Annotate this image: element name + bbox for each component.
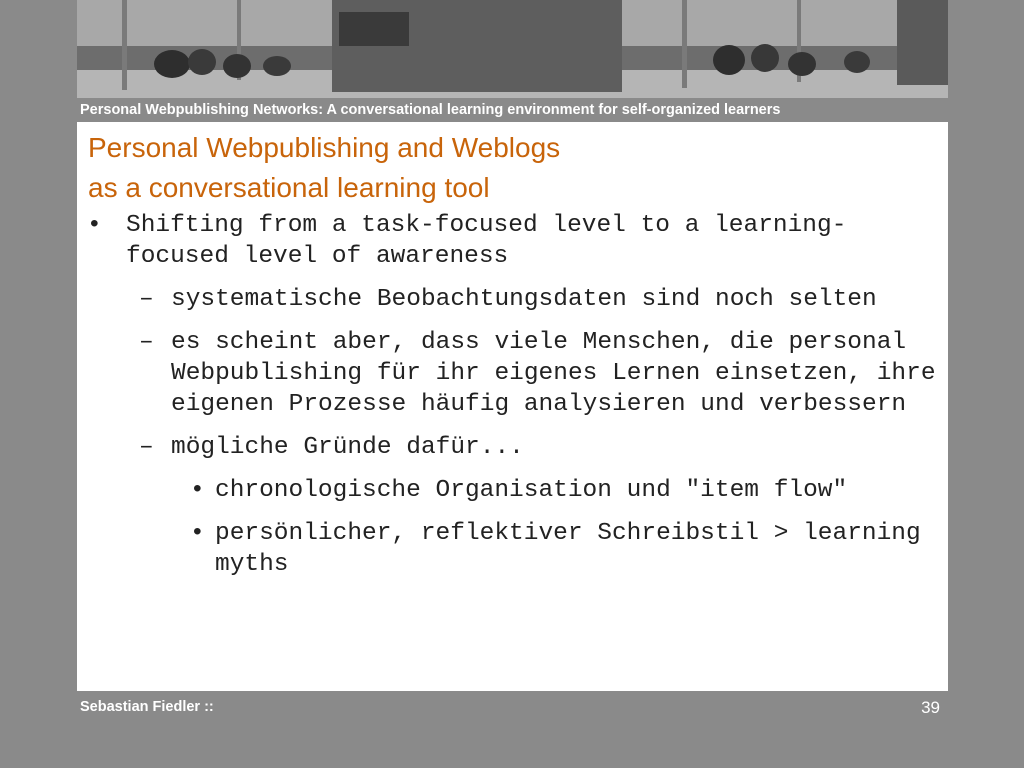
bullet-text: mögliche Gründe dafür... <box>171 434 524 461</box>
bullet-marker: • <box>190 477 205 504</box>
slide-title <box>88 128 560 208</box>
bullet-text: chronologische Organisation und "item flow" <box>215 477 848 504</box>
sub-bullet-item <box>77 327 948 420</box>
page-number: 39 <box>921 698 940 717</box>
footer-author: Sebastian Fiedler :: <box>80 699 214 715</box>
sub-sub-bullet-item <box>77 475 948 506</box>
bullet-text: es scheint aber, dass viele Menschen, die personal Webpublishing für ihr eigenes Lernen einsetzen, ihre eigenen Prozesse häufig analysieren und verbessern <box>171 329 936 418</box>
sub-sub-bullet-item <box>77 518 948 580</box>
bullet-text: Shifting from a task-focused level to a learning-focused level of awareness <box>126 212 847 270</box>
slide-title-line-2: as a conversational learning tool <box>88 172 490 203</box>
sub-bullet-item <box>77 284 948 315</box>
sub-bullet-item <box>77 432 948 463</box>
bullet-item <box>77 210 948 272</box>
presentation-subtitle: Personal Webpublishing Networks: A conversational learning environment for self-organized learners <box>77 98 948 122</box>
header-banner-photo <box>77 0 948 98</box>
bullet-text: systematische Beobachtungsdaten sind noch selten <box>171 286 877 313</box>
dash-marker: – <box>139 286 154 313</box>
beach-photo <box>77 0 948 98</box>
dash-marker: – <box>139 329 154 356</box>
dash-marker: – <box>139 434 154 461</box>
bullet-text: persönlicher, reflektiver Schreibstil > learning myths <box>215 520 921 578</box>
slide-title-line-1: Personal Webpublishing and Weblogs <box>88 132 561 163</box>
slide-content-panel <box>77 122 948 691</box>
bullet-marker: • <box>87 212 102 239</box>
bullet-marker: • <box>190 520 205 547</box>
bullet-list <box>77 210 948 592</box>
